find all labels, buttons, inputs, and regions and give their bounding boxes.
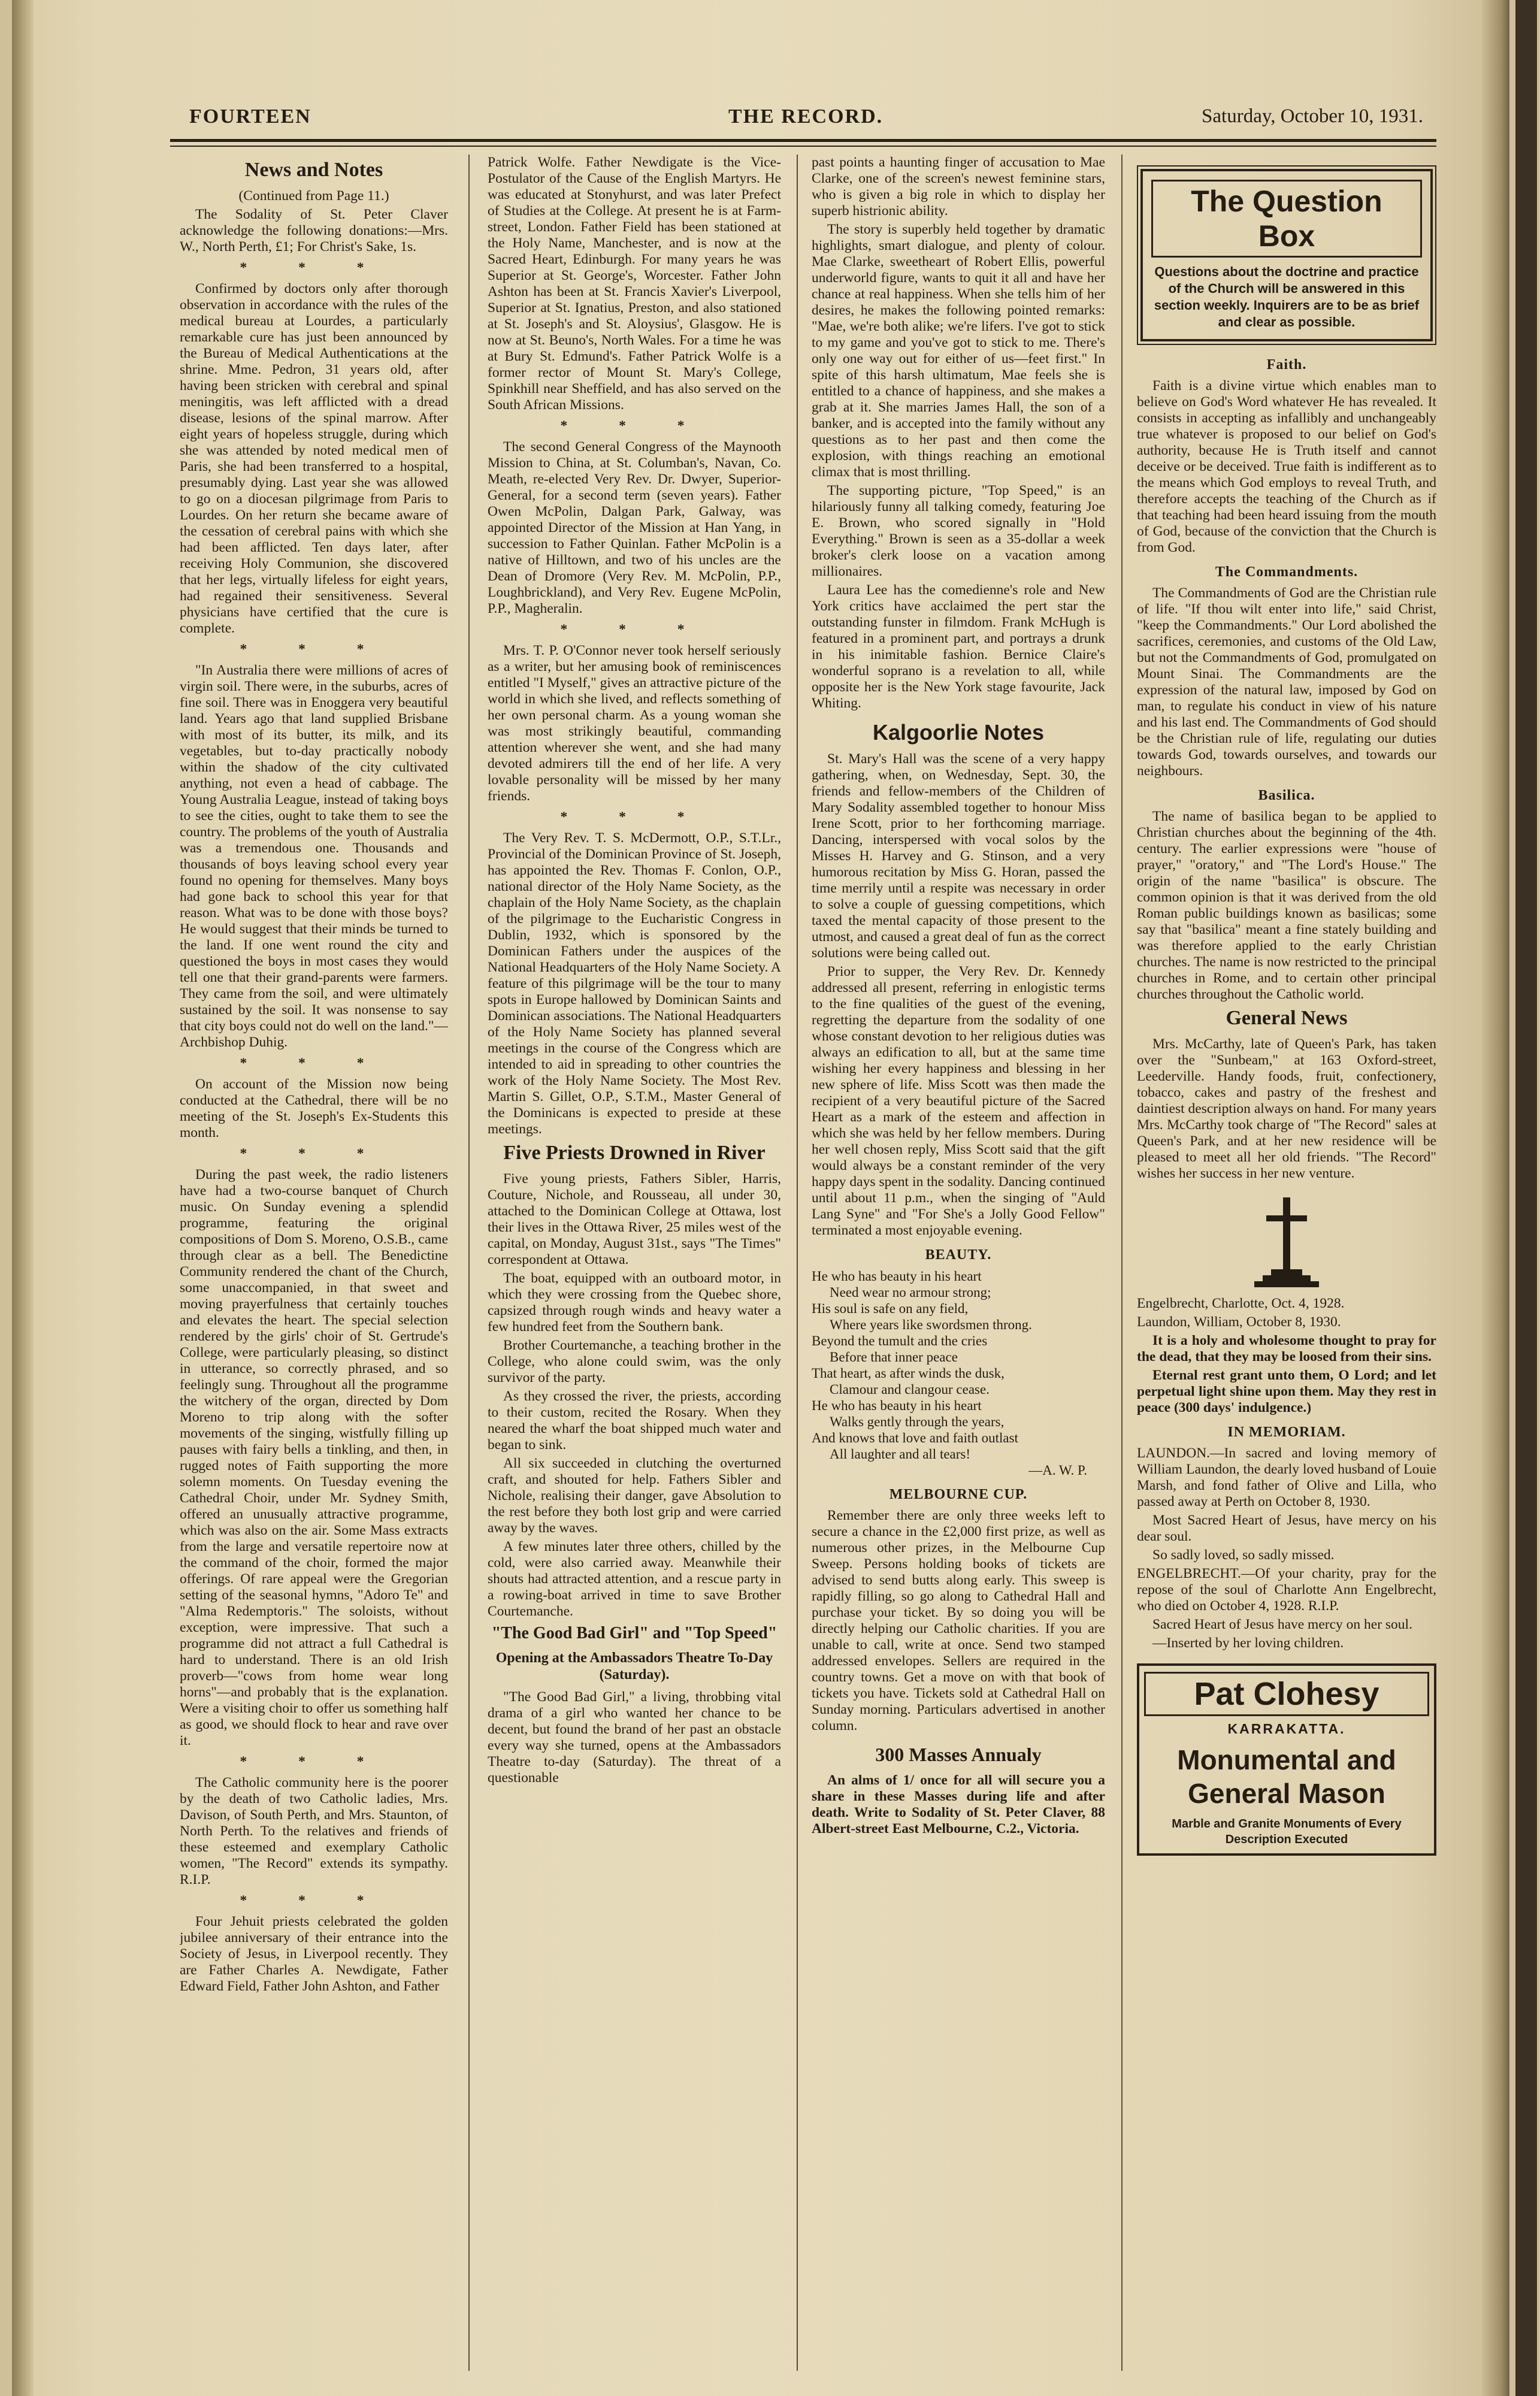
article-paragraph: Patrick Wolfe. Father Newdigate is the Vice-Postulator of the Cause of the English Martyrs. He was educated at Stonyhurst, and was later Prefect of Studies at the College. At present he is at Farm-street, London. Father Field has been stationed at the Holy Name, Manchester, and is now at the Sacred Heart, Edinburgh. For many years he was Superior at St. George's, Worcester. Father John Ashton has been at St. Francis Xavier's Liverpool, Superior at St. Ignatius, Preston, and also stationed at St. Joseph's and St. Aloysius', Glasgow. He is now at St. Beuno's, North Wales. For a time he was at Bury St. Edmund's. Father Patrick Wolfe is a former rector of Mount St. Mary's College, Spinkhill near Sheffield, and has also served on the South African Missions. bbox=[488, 155, 781, 413]
article-paragraph: Brother Courtemanche, a teaching brother in the College, who alone could swim, was the only survivor of the party. bbox=[488, 1338, 781, 1385]
section-separator: * * * bbox=[560, 622, 709, 637]
mason-advertisement bbox=[1137, 1663, 1436, 1856]
advertiser-trade: Monumental and General Mason bbox=[1177, 1744, 1396, 1809]
poem-line: Before that inner peace bbox=[830, 1350, 958, 1365]
film-heading: "The Good Bad Girl" and "Top Speed" bbox=[491, 1624, 777, 1642]
memorial-names: Engelbrecht, Charlotte, Oct. 4, 1928. bbox=[1137, 1296, 1345, 1311]
continued-note: (Continued from Page 11.) bbox=[238, 188, 389, 204]
melbourne-cup-heading: MELBOURNE CUP. bbox=[889, 1487, 1028, 1502]
poem-line: All laughter and all tears! bbox=[830, 1447, 971, 1462]
article-paragraph: Confirmed by doctors only after thorough observation in accordance with the rules of the medical bureau at Lourdes, a particularly remarkable cure has just been announced by the Bureau of Medical Authentications at the shrine. Mme. Pedron, 31 years old, after having been stricken with cerebral and spinal meningitis, was left afflicted with a dread disease, lesions of the spinal marrow. After eight years of hopeless struggle, during which she was attended by noted medical men of Paris, she had been transferred to a hospital, presumably dying. Last year she was allowed to go on a diocesan pilgrimage from Paris to Lourdes. On her return she became aware of the cessation of cerebral pains with which she had been afflicted. Ten days later, after receiving Holy Communion, she discovered that her legs, virtually lifeless for eight years, had regained their sensitiveness. Several physicians have certified that the cure is complete. bbox=[180, 281, 448, 636]
article-paragraph: Laura Lee has the comedienne's role and New York critics have acclaimed the pert star the outstanding funster in filmdom. Frank McHugh is featured in a prominent part, and portrays a drunk in his inimitable fashion. Bernice Claire's wonderful soprano is a revelation to all, while opposite her is the New York stage favourite, Jack Whiting. bbox=[812, 582, 1105, 711]
article-paragraph: An alms of 1/ once for all will secure you a share in these Masses during life and after death. Write to Sodality of St. Peter Claver, 88 Albert-street East Melbourne, C.2., Victoria. bbox=[812, 1772, 1105, 1837]
beauty-poem bbox=[812, 1268, 1105, 1478]
section-separator: * * * bbox=[240, 260, 388, 276]
faith-heading: Faith. bbox=[1266, 357, 1307, 373]
article-paragraph: The name of basilica began to be applied to Christian churches about the beginning of the 4th. century. The earlier expressions were "house of prayer," "oratory," and "The Lord's House." The origin of the name "basilica" is obscure. The common opinion is that it was derived from the old Roman public buildings known as basilicas; some say that "basilica" meant a fine stately building and was therefore applied to the early Christian churches. The name is now restricted to the principal churches in Rome, and to certain other principal churches throughout the Catholic world. bbox=[1137, 809, 1436, 1002]
article-paragraph: The story is superbly held together by dramatic highlights, smart dialogue, and plenty of colour. Mae Clarke, sweetheart of Robert Ellis, powerful underworld figure, wants to quit it all and have her chance at real happiness. When she tells him of her desires, he makes the following pointed remarks: "Mae, we're both alike; we're lifers. I've got to stick to my game and you've got to stick to me. There's only one way out for either of us—feet first." In spite of this harsh ultimatum, Mae feels she is entitled to a chance of happiness, and she makes a grab at it. She marries James Hall, the son of a banker, and is accepted into the family without any questions as to her past and then come the explosion, with things reaching an emotional climax that is most thrilling. bbox=[812, 222, 1105, 480]
commandments-heading: The Commandments. bbox=[1215, 564, 1359, 580]
basilica-heading: Basilica. bbox=[1258, 788, 1315, 803]
article-paragraph: On account of the Mission now being conducted at the Cathedral, there will be no meeting of the St. Joseph's Ex-Students this month. bbox=[180, 1076, 448, 1140]
article-paragraph: The Catholic community here is the poorer by the death of two Catholic ladies, Mrs. Davison, of South Perth, and Mrs. Staunton, of North Perth. To the relatives and friends of these esteemed and exemplary Catholic women, "The Record" extends its sympathy. R.I.P. bbox=[180, 1775, 448, 1887]
memoriam-verse: —Inserted by her loving children. bbox=[1152, 1635, 1344, 1651]
article-paragraph: Mrs. McCarthy, late of Queen's Park, has taken over the "Sunbeam," at 163 Oxford-street, Leederville. Handy foods, fruit, confectionery, tobacco, cakes and pastry of the freshest and daintiest description always on hand. For many years Mrs. McCarthy took charge of "The Record" sales at Queen's Park, and at her new residence will be pleased to meet all her old friends. "The Record" wishes her success in her new venture. bbox=[1137, 1036, 1436, 1181]
memoriam-notice: LAUNDON.—In sacred and loving memory of William Laundon, the dearly loved husband of Louie Marsh, and fond father of Olive and Lilla, who passed away at Perth on October 8, 1930. bbox=[1137, 1445, 1436, 1509]
section-separator: * * * bbox=[240, 1893, 388, 1908]
column-divider bbox=[468, 155, 470, 2371]
in-memoriam-heading: IN MEMORIAM. bbox=[1227, 1424, 1346, 1440]
news-notes-heading: News and Notes bbox=[244, 159, 383, 181]
article-paragraph: Mrs. T. P. O'Connor never took herself seriously as a writer, but her amusing book of reminiscences entitled "I Myself," gives an attractive picture of the world in which she lived, and reflects something of her own personal charm. As a young woman she was most strikingly beautiful, commanding attention wherever she went, and she had many devoted admirers till the end of her life. A very lovable personality will be missed by her many friends. bbox=[488, 643, 781, 804]
page-number: FOURTEEN bbox=[189, 105, 311, 128]
article-paragraph: The boat, equipped with an outboard motor, in which they were crossing from the Quebec shore, capsized through rough winds and heavy water a few hundred feet from the Southern bank. bbox=[488, 1270, 781, 1335]
question-box-title: The Question Box bbox=[1151, 180, 1422, 258]
section-separator: * * * bbox=[560, 418, 709, 434]
memoriam-verse: Sacred Heart of Jesus have mercy on her soul. bbox=[1152, 1617, 1412, 1632]
column-1 bbox=[180, 155, 448, 2383]
column-divider bbox=[1121, 155, 1123, 2371]
general-news-heading: General News bbox=[1226, 1007, 1348, 1029]
article-paragraph: "In Australia there were millions of acres of virgin soil. There were, in the suburbs, acres of fine soil. There was in Enoggera very beautiful land. Years ago that land supplied Brisbane with most of its butter, its milk, and its vegetables, but to-day practically nobody within the shadow of the city cultivated anything, not even a head of cabbage. The Young Australia League, instead of taking boys to see the cities, ought to take them to see the country. The problems of the youth of Australia was a tremendous one. Thousands and thousands of boys leaving school every year found no opening for themselves. Many boys had gone back to school this year for that reason. What was to be done with those boys? He would suggest that their minds be turned to the land. If one went round the city and questioned the boys in most cases they would tell one that their grand-parents were farmers. They came from the soil, and were ultimately sustained by the soil. It was nonsense to say that city boys could not do well on the land."—Archbishop Duhig. bbox=[180, 662, 448, 1050]
prayer-text: Eternal rest grant unto them, O Lord; and let perpetual light shine upon them. May they rest in peace (300 days' indulgence.) bbox=[1137, 1368, 1436, 1415]
article-paragraph: "The Good Bad Girl," a living, throbbing vital drama of a girl who wanted her chance to be decent, but found the brand of her past an obstacle every way she turned, opens at the Ambassadors Theatre to-day (Saturday). The threat of a questionable bbox=[488, 1689, 781, 1786]
column-2 bbox=[488, 155, 781, 2383]
article-paragraph: St. Mary's Hall was the scene of a very happy gathering, when, on Wednesday, Sept. 30, the friends and fellow-members of the Children of Mary Sodality assembled together to honour Miss Irene Scott, prior to her forthcoming marriage. Dancing, interspersed with vocal solos by the Misses H. Harvey and G. Stinson, and a very humorous recitation by Miss G. Horan, passed the time merrily until a respite was necessary in order to solve a couple of guessing competitions, which taxed the mental capacity of those present to the utmost, and caused a great deal of fun as the correct solutions were being called out. bbox=[812, 751, 1105, 961]
memorial-cross-icon bbox=[1251, 1194, 1323, 1290]
article-paragraph: Remember there are only three weeks left to secure a chance in the £2,000 first prize, as well as numerous other prizes, in the Melbourne Cup Sweep. Persons holding books of tickets are advised to send butts along early. This sweep is rapidly filling, so go along to Cathedral Hall and purchase your ticket. By so doing you will be directly helping our Catholic charities. If you are unable to call, write at once. Send two stamped addressed envelopes. Sellers are required in the country towns. Get a move on with that book of tickets you have. Tickets sold at Cathedral Hall on Sunday morning. Particulars advertised in another column. bbox=[812, 1508, 1105, 1734]
advertiser-name: Pat Clohesy bbox=[1144, 1672, 1429, 1716]
article-paragraph: past points a haunting finger of accusation to Mae Clarke, one of the screen's newest feminine stars, who is given a big role in which to display her superb histrionic ability. bbox=[812, 155, 1105, 219]
section-separator: * * * bbox=[240, 1754, 388, 1769]
page-header bbox=[189, 101, 1423, 134]
question-box-text: Questions about the doctrine and practice of the Church will be answered in this section weekly. Inquirers are to be as brief and clear as possible. bbox=[1154, 264, 1420, 329]
kalgoorlie-heading: Kalgoorlie Notes bbox=[872, 720, 1045, 745]
priests-drowned-heading: Five Priests Drowned in River bbox=[503, 1142, 766, 1164]
scanner-edge bbox=[1515, 0, 1537, 2396]
header-rule-thin bbox=[170, 146, 1436, 147]
article-paragraph: The Sodality of St. Peter Claver acknowledge the following donations:—Mrs. W., North Perth, £1; For Christ's Sake, 1s. bbox=[180, 207, 448, 255]
poem-signature: —A. W. P. bbox=[1028, 1463, 1087, 1478]
header-rule bbox=[170, 139, 1436, 142]
poem-line: Beyond the tumult and the cries bbox=[812, 1333, 988, 1348]
prayer-text: It is a holy and wholesome thought to pray for the dead, that they may be loosed from their sins. bbox=[1137, 1333, 1436, 1365]
poem-line: Walks gently through the years, bbox=[830, 1414, 1005, 1429]
column-divider bbox=[797, 155, 798, 2371]
column-4 bbox=[1137, 155, 1436, 2383]
question-box bbox=[1140, 169, 1433, 341]
section-separator: * * * bbox=[240, 642, 388, 657]
masthead: THE RECORD. bbox=[728, 105, 884, 128]
article-paragraph: Five young priests, Fathers Sibler, Harris, Couture, Nichole, and Rousseau, all under 30, attached to the Dominican College at Ottawa, lost their lives in the Ottawa River, 25 miles west of the capital, on Monday, August 31st., says "The Times" correspondent at Ottawa. bbox=[488, 1171, 781, 1267]
memorial-names: Laundon, William, October 8, 1930. bbox=[1137, 1314, 1341, 1330]
film-subheading: Opening at the Ambassadors Theatre To-Day (Saturday). bbox=[495, 1650, 773, 1683]
section-separator: * * * bbox=[240, 1055, 388, 1071]
article-paragraph: Four Jehuit priests celebrated the golden jubilee anniversary of their entrance into the Society of Jesus, in Liverpool recently. They are Father Charles A. Newdigate, Father Edward Field, Father John Ashton, and Father bbox=[180, 1914, 448, 1994]
article-paragraph: During the past week, the radio listeners have had a two-course banquet of Church music. On Sunday evening a splendid programme, featuring the original compositions of Dom S. Moreno, O.S.B., came through clear as a bell. The Benedictine Community rendered the chant of the Church, some unaccompanied, in that sweet and moving prayerfulness that certainly touches and elevates the heart. The special selection rendered by the girls' choir of St. Gertrude's College, were particularly pleasing, so distinct in utterance, so correctly phrased, and so feelingly sung. Throughout all the programme the witchery of the organ, directed by Dom Moreno to trip along with the softer movements of the singing, wistfully filling up pauses with fairy bells a tinkling, and then, in rugged notes of Faith supporting the more solemn moments. On Tuesday evening the Cathedral Choir, under Mr. Sydney Smith, offered an unusually attractive programme, which was also on the air. Some Mass extracts from the large and versatile repertoire now at the command of the choir, formed the major offerings. Of rare appeal were the Gregorian setting of the seasonal hymns, "Adoro Te" and "Alma Redemptoris." The soloists, without exception, were impressive. That such a programme did not attract a full Cathedral is hard to understand. There is an old Irish proverb—"cows from home wear long horns"—and probably that is the explanation. Were a visiting choir to offer us something half as good, we should flock to hear and rave over it. bbox=[180, 1167, 448, 1748]
section-separator: * * * bbox=[240, 1146, 388, 1161]
page-binding-shadow bbox=[12, 0, 34, 2396]
section-separator: * * * bbox=[560, 809, 709, 825]
poem-line: Need wear no armour strong; bbox=[830, 1285, 991, 1300]
article-paragraph: Prior to supper, the Very Rev. Dr. Kennedy addressed all present, referring in enlogistic terms to the fine qualities of the guest of the evening, regretting the departure from the sodality of one whose constant devotion to her religious duties was always an edification to all, but at the same time wishing her every happiness and blessing in her new sphere of life. Miss Scott was then made the recipient of a very beautiful picture of the Sacred Heart as a mark of the esteem and affection in which she was held by her fellow members. During her well chosen reply, Miss Scott said that the gift would always be a constant reminder of the very happy days spent in the sodality. Dancing continued until about 11 p.m., when the singing of "Auld Lang Syne" and "For She's a Jolly Good Fellow" terminated a most enjoyable evening. bbox=[812, 964, 1105, 1238]
advertiser-location: KARRAKATTA. bbox=[1227, 1721, 1346, 1737]
memoriam-verse: So sadly loved, so sadly missed. bbox=[1152, 1547, 1335, 1563]
poem-line: Where years like swordsmen throng. bbox=[830, 1317, 1032, 1332]
poem-line: He who has beauty in his heart bbox=[812, 1269, 982, 1284]
poem-line: His soul is safe on any field, bbox=[812, 1301, 969, 1316]
beauty-heading: BEAUTY. bbox=[925, 1247, 992, 1263]
column-3 bbox=[812, 155, 1105, 2383]
issue-date: Saturday, October 10, 1931. bbox=[1202, 105, 1423, 127]
article-paragraph: All six succeeded in clutching the overturned craft, and shouted for help. Fathers Sibler and Nichole, realising their danger, gave Absolution to the rest before they both lost grip and were carried away by the waves. bbox=[488, 1456, 781, 1536]
masses-heading: 300 Masses Annualy bbox=[875, 1744, 1042, 1765]
article-paragraph: As they crossed the river, the priests, according to their custom, recited the Rosary. When they neared the wharf the boat shipped much water and began to sink. bbox=[488, 1388, 781, 1453]
article-paragraph: A few minutes later three others, chilled by the cold, were also carried away. Meanwhile their shouts had attracted attention, and a rescue party in a rowing-boat arrived in time to save Brother Courtemanche. bbox=[488, 1539, 781, 1619]
poem-line: Clamour and clangour cease. bbox=[830, 1382, 990, 1397]
memoriam-notice: ENGELBRECHT.—Of your charity, pray for the repose of the soul of Charlotte Ann Engelbrecht, who died on October 4, 1928. R.I.P. bbox=[1137, 1566, 1436, 1614]
poem-line: That heart, as after winds the dusk, bbox=[812, 1366, 1005, 1381]
article-paragraph: The second General Congress of the Maynooth Mission to China, at St. Columban's, Navan, Co. Meath, re-elected Very Rev. Dr. Dwyer, Superior-General, for a second term (seven years). Father Owen McPolin, Dalgan Park, Galway, was appointed Director of the Mission at Han Yang, in succession to Father Quinlan. Father McPolin is a native of Hilltown, and two of his uncles are the Dean of Dromore (Very Rev. M. McPolin, P.P., Loughbrickland), and Very Rev. Eugene McPolin, P.P., Magheralin. bbox=[488, 439, 781, 616]
poem-line: He who has beauty in his heart bbox=[812, 1398, 982, 1413]
memoriam-verse: Most Sacred Heart of Jesus, have mercy on his dear soul. bbox=[1137, 1512, 1436, 1544]
page-edge-shadow bbox=[1482, 0, 1509, 2396]
article-paragraph: The Very Rev. T. S. McDermott, O.P., S.T.Lr., Provincial of the Dominican Province of St. Joseph, has appointed the Rev. Thomas F. Conlon, O.P., national director of the Holy Name Society, as the chaplain of the Holy Name Society, as the chaplain of the pilgrimage to the Eucharistic Congress in Dublin, 1932, which is sponsored by the Dominican Fathers under the auspices of the National Headquarters of the Holy Name Society. A feature of this pilgrimage will be the tour to many spots in Europe hallowed by Dominican Saints and Dominican associations. The National Headquarters of the Holy Name Society has planned several meetings in the course of the Congress which are intended to aid in spreading to other countries the work of the Holy Name Society. The Most Rev. Martin S. Gillet, O.P., S.T.M., Master General of the Dominicans is expected to preside at these meetings. bbox=[488, 830, 781, 1137]
article-paragraph: The supporting picture, "Top Speed," is an hilariously funny all talking comedy, featuring Joe E. Brown, who scored signally in "Hold Everything." Brown is seen as a 35-dollar a week broker's clerk loose on a vacation among millionaires. bbox=[812, 483, 1105, 579]
article-paragraph: The Commandments of God are the Christian rule of life. "If thou wilt enter into life," said Christ, "keep the Commandments." Our Lord abolished the sacrifices, ceremonies, and customs of the Old Law, but not the Commandments of God, promulgated on Mount Sinai. The Commandments are the expression of the natural law, imposed by God on man, to regulate his conduct in view of his nature and his last end. The Commandments of God should be the Christian rule of life, regulating our duties towards God, towards ourselves, and towards our neighbours. bbox=[1137, 585, 1436, 779]
poem-line: And knows that love and faith outlast bbox=[812, 1430, 1018, 1445]
article-paragraph: Faith is a divine virtue which enables man to believe on God's Word whatever He has revealed. It consists in accepting as infallibly and unchangeably true whatever is proposed to our belief on God's authority, because He is Truth itself and cannot deceive or be deceived. True faith is indifferent as to the means which God employs to reveal Truth, and therefore accepts the teaching of the Church as if that teaching had been heard issuing from the mouth of God, because of the conviction that the Church is from God. bbox=[1137, 378, 1436, 555]
advertiser-description: Marble and Granite Monuments of Every Description Executed bbox=[1172, 1817, 1402, 1846]
